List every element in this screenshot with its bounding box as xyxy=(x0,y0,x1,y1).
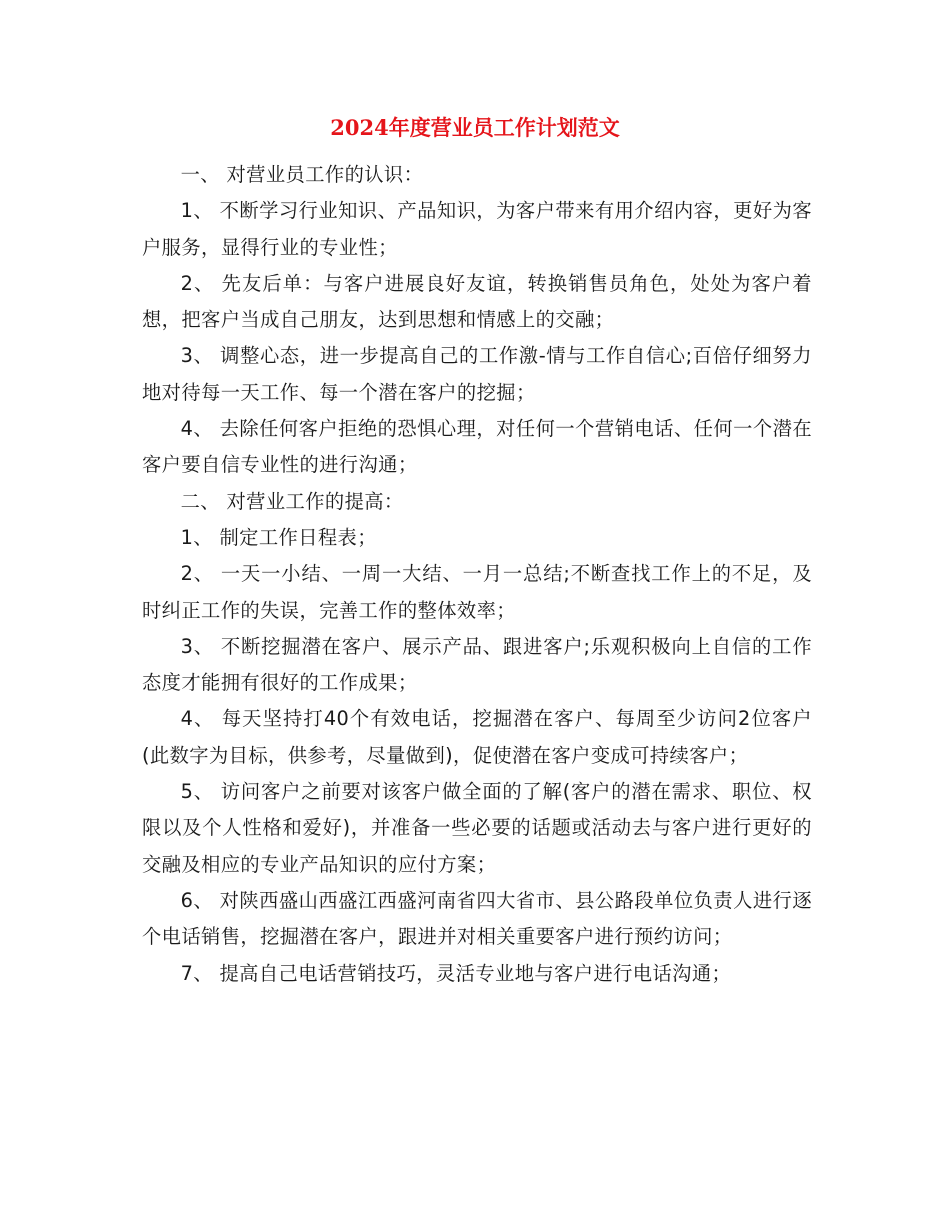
paragraph-item: 6、 对陕西盛山西盛江西盛河南省四大省市、县公路段单位负责人进行逐个电话销售，挖掘潜在客户，跟进并对相关重要客户进行预约访问； xyxy=(142,888,812,949)
paragraph-item: 2、 先友后单：与客户进展良好友谊，转换销售员角色，处处为客户着想，把客户当成自己朋友，达到思想和情感上的交融； xyxy=(142,271,812,332)
paragraph-item: 3、 调整心态，进一步提高自己的工作激-情与工作自信心;百倍仔细努力地对待每一天工作、每一个潜在客户的挖掘； xyxy=(142,344,812,404)
paragraph-section-2-heading: 二、 对营业工作的提高： xyxy=(180,489,404,513)
document-title: 2024年度营业员工作计划范文 xyxy=(330,115,620,140)
paragraph-item: 4、 每天坚持打40个有效电话，挖掘潜在客户、每周至少访问2位客户(此数字为目标，供参考，尽量做到)，促使潜在客户变成可持续客户； xyxy=(142,707,812,767)
paragraph-section-1-heading: 一、 对营业员工作的认识： xyxy=(180,163,424,186)
paragraph-item: 7、 提高自己电话营销技巧，灵活专业地与客户进行电话沟通； xyxy=(180,961,732,985)
paragraph-item: 3、 不断挖掘潜在客户、展示产品、跟进客户;乐观积极向上自信的工作态度才能拥有很好的工作成果； xyxy=(142,634,812,695)
paragraph-item: 4、 去除任何客户拒绝的恐惧心理，对任何一个营销电话、任何一个潜在客户要自信专业性的进行沟通； xyxy=(142,417,812,477)
paragraph-item: 5、 访问客户之前要对该客户做全面的了解(客户的潜在需求、职位、权限以及个人性格和爱好)，并准备一些必要的话题或活动去与客户进行更好的交融及相应的专业产品知识的应付方案； xyxy=(142,780,812,876)
document-body xyxy=(142,157,812,992)
paragraph-item: 2、 一天一小结、一周一大结、一月一总结;不断查找工作上的不足，及时纠正工作的失误，完善工作的整体效率； xyxy=(142,562,812,622)
paragraph-item: 1、 制定工作日程表； xyxy=(180,525,377,549)
paragraph-item: 1、 不断学习行业知识、产品知识，为客户带来有用介绍内容，更好为客户服务，显得行业的专业性； xyxy=(142,199,812,259)
